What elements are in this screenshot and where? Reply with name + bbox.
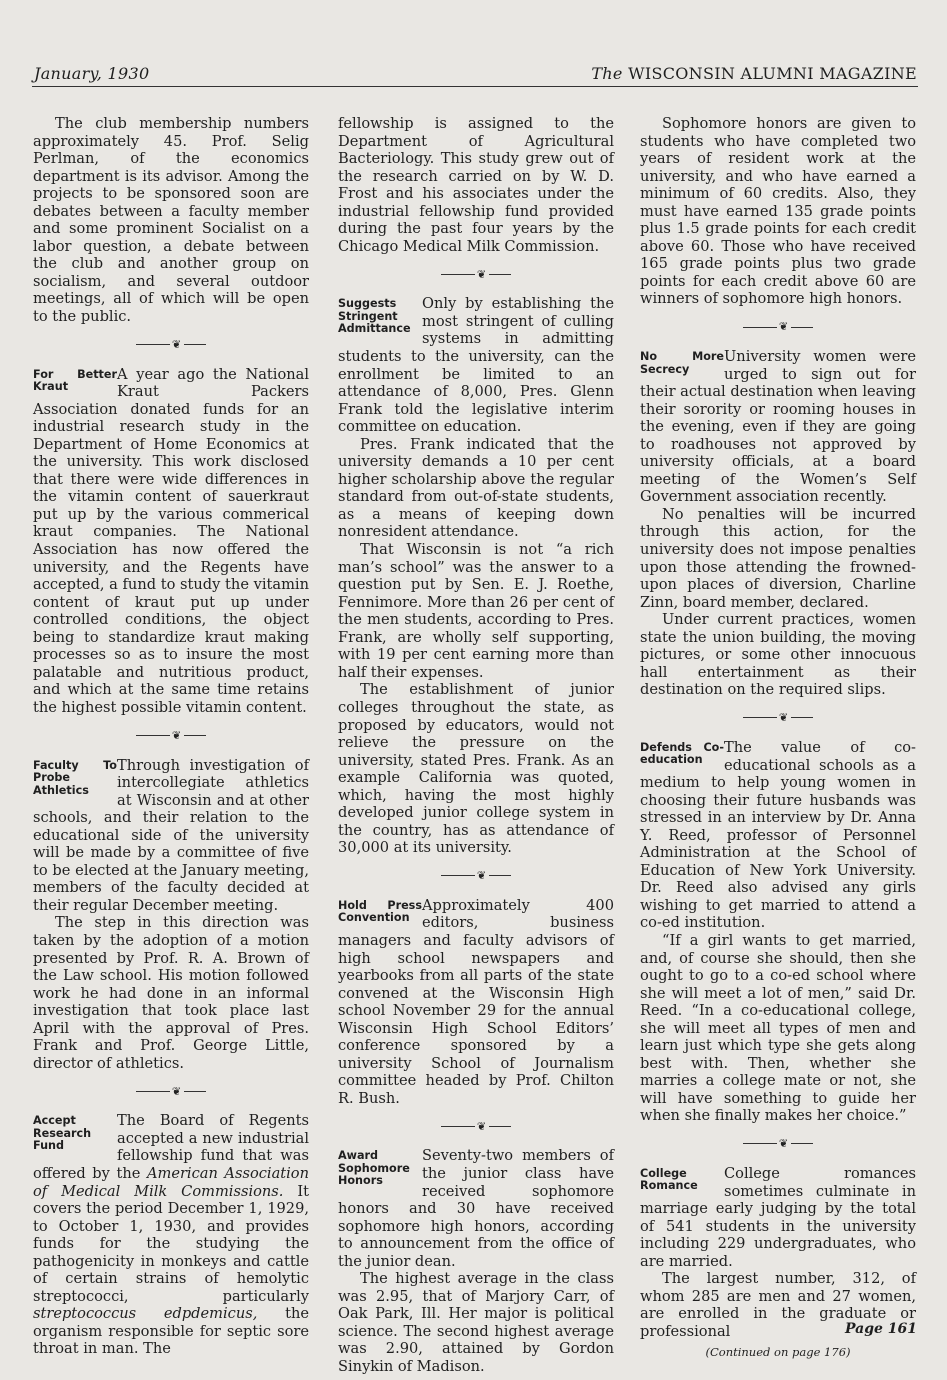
column-3 (640, 115, 916, 1362)
research-fund-italic-2: streptococcus edpdemicus, (33, 1305, 258, 1323)
magazine-title-the: The (591, 64, 623, 83)
romance-text-2: The largest number, 312, of whom 285 are men and 27 women, are enrolled in the graduate or professional (640, 1270, 916, 1340)
athletics-article (33, 757, 309, 1073)
ornament-divider: ❦ (640, 1135, 916, 1153)
ornament-divider: ❦ (640, 709, 916, 727)
secrecy-article (640, 348, 916, 699)
kraut-article (33, 366, 309, 717)
coeducation-text-2: “If a girl wants to get married, and, of course she should, then she ought to go to a co-ed school where she will meet a lot of men,” said Dr. Reed. “In a co-educational college, she will meet all types of men and learn just which type she gets along best with. Then, whether she marries a college mate or not, she will have something to guide her when she finally makes her choice.” (640, 931, 916, 1125)
club-paragraph: The club membership numbers approximately 45. Prof. Selig Perlman, of the economics department is its advisor. Among the projects to be sponsored soon are debates between a faculty member and some prominent Socialist on a labor question, a debate between the club and another group on socialism, and several outdoor meetings, all of which will be open to the public. (33, 115, 309, 326)
research-fund-article (33, 1112, 309, 1358)
secrecy-text-2: No penalties will be incurred through this action, for the university does not impose penalties upon those attending the frowned-upon places of diversion, Charline Zinn, board member, declared. (640, 505, 916, 611)
admittance-text: Only by establishing the most stringent of culling systems in admitting students to the university, can the enrollment be limited to an attendance of 8,000, Pres. Glenn Frank told the legislative interim committee on education. (338, 295, 614, 436)
ornament-divider: ❦ (338, 265, 614, 283)
research-fund-italic-1: American Association of Medical Milk Commissions. (33, 1164, 309, 1200)
ornament-divider: ❦ (338, 867, 614, 885)
sophomore-honors-paragraph: Sophomore honors are given to students who have completed two years of resident work at the university, and who have earned a minimum of 60 credits. Also, they must have earned 135 grade points plus 1.5 grade points for each credit above 60. Those who have received 165 grade points plus two grade points for each credit above 60 are winners of sophomore high honors. (640, 115, 916, 308)
admittance-article (338, 295, 614, 857)
honors-article (338, 1147, 614, 1375)
honors-text: Seventy-two members of the junior class have received sophomore honors and 30 have received sophomore high honors, according to announcement from the office of the junior dean. (338, 1147, 614, 1270)
athletics-text: Through investigation of intercollegiate athletics at Wisconsin and at other schools, and their relation to the educational side of the university will be made by a committee of five to be elected at the January meeting, members of the faculty decided at their regular December meeting. (33, 756, 309, 914)
column-1 (33, 115, 309, 1358)
admittance-sidehead: Suggests Stringent Admittance (338, 297, 411, 336)
press-convention-article (338, 897, 614, 1108)
ornament-divider: ❦ (33, 727, 309, 745)
research-fund-text-a: The Board of Regents accepted a new industrial fellowship fund that was offered by the (33, 1112, 309, 1182)
kraut-text: A year ago the National Kraut Packers Association donated funds for an industrial research study in the Department of Home Economics at the university. This work disclosed that there were wide differences in the vitamin content of sauerkraut put up by the various commerical kraut companies. The National Association has now offered the university, and the Regents have accepted, a fund to study the vitamin content of kraut put up under controlled conditions, the object being to standardize kraut making processes so as to insure the most palatable and nutritious product, and which at the same time retains the highest possible vitamin content. (33, 365, 309, 716)
column-2 (338, 115, 614, 1376)
honors-sidehead: Award Sophomore Honors (338, 1149, 410, 1188)
coeducation-article (640, 739, 916, 1125)
secrecy-text: University women were urged to sign out for their actual destination when leaving their sorority or rooming houses in the evening, even if they are going to roadhouses not approved by university officials, at a board meeting of the Women’s Self Government association recently. (640, 348, 917, 506)
romance-text: College romances sometimes culminate in marriage early judging by the total of 541 students in the university including 229 undergraduates, who are married. (640, 1164, 916, 1270)
admittance-text-3: That Wisconsin is not “a rich man’s school” was the answer to a question put by Sen. E. J. Roethe, Fennimore. More than 26 per cent of the men students, according to Pres. Frank, are wholly self supporting, with 19 per cent earning more than half their expenses. (338, 541, 614, 681)
ornament-divider: ❦ (33, 1082, 309, 1100)
ornament-divider: ❦ (338, 1117, 614, 1135)
magazine-title-name: WISCONSIN ALUMNI MAGAZINE (628, 64, 917, 83)
admittance-text-4: The establishment of junior colleges throughout the state, as proposed by educators, would not relieve the pressure on the university, stated Pres. Frank. As an example California was quoted, which, having the most highly developed junior college system in the country, has as attendance of 30,000 at its university. (338, 681, 614, 857)
research-fund-text-b: It covers the period December 1, 1929, to October 1, 1930, and provides funds for the studying the pathogenicity in monkeys and cattle of certain strains of hemolytic streptococci, particularly (33, 1182, 309, 1305)
ornament-divider: ❦ (33, 336, 309, 354)
romance-article (640, 1165, 916, 1340)
fellowship-continued: fellowship is assigned to the Department of Agricultural Bacteriology. This study grew out of the research carried on by W. D. Frost and his associates under the industrial fellowship fund provided during the past four years by the Chicago Medical Milk Commission. (338, 115, 614, 255)
athletics-sidehead: Faculty To Probe Athletics (33, 758, 117, 797)
research-fund-sidehead: Accept Research Fund (33, 1114, 92, 1153)
kraut-sidehead: For Better Kraut (33, 367, 117, 394)
secrecy-sidehead: No More Secrecy (640, 350, 724, 376)
issue-date: January, 1930 (34, 64, 150, 83)
secrecy-text-3: Under current practices, women state the union building, the moving pictures, or some other innocuous hall entertainment as their destination on the required slips. (640, 611, 916, 699)
honors-text-2: The highest average in the class was 2.95, that of Marjory Carr, of Oak Park, Ill. Her major is political science. The second highest average was 2.90, attained by Gordon Sinykin of Madison. (338, 1270, 614, 1375)
coeducation-sidehead: Defends Co-education (640, 740, 724, 767)
romance-sidehead: College Romance (640, 1166, 698, 1193)
press-convention-sidehead: Hold Press Convention (338, 898, 422, 925)
press-convention-text: Approximately 400 editors, business managers and faculty advisors of high school newspapers and yearbooks from all parts of the state convened at the Wisconsin High school November 29 for the annual Wisconsin High School Editors’ conference sponsored by a university School of Journalism committee headed by Prof. Chilton R. Bush. (338, 896, 614, 1107)
athletics-text-2: The step in this direction was taken by the adoption of a motion presented by Prof. R. A. Brown of the Law school. His motion followed work he had done in an informal investigation that took place last April with the approval of Pres. Frank and Prof. George Little, director of athletics. (33, 914, 309, 1072)
admittance-text-2: Pres. Frank indicated that the university demands a 10 per cent higher scholarship above the regular standard from out-of-state students, as a means of keeping down nonresident attendance. (338, 435, 614, 541)
coeducation-text: The value of co-educational schools as a medium to help young women in choosing their future husbands was stressed in an interview by Dr. Anna Y. Reed, professor of Personnel Administration at the School of Education of New York University. Dr. Reed also advised any girls wishing to get married to attend a co-ed institution. (640, 738, 916, 932)
continued-note: (Continued on page 176) (705, 1345, 851, 1360)
research-fund-text-c: the organism responsible for septic sore throat in man. The (33, 1305, 309, 1358)
ornament-divider: ❦ (640, 318, 916, 336)
header-rule (32, 86, 918, 87)
page-number: Page 161 (844, 1321, 917, 1337)
magazine-title (591, 64, 917, 83)
